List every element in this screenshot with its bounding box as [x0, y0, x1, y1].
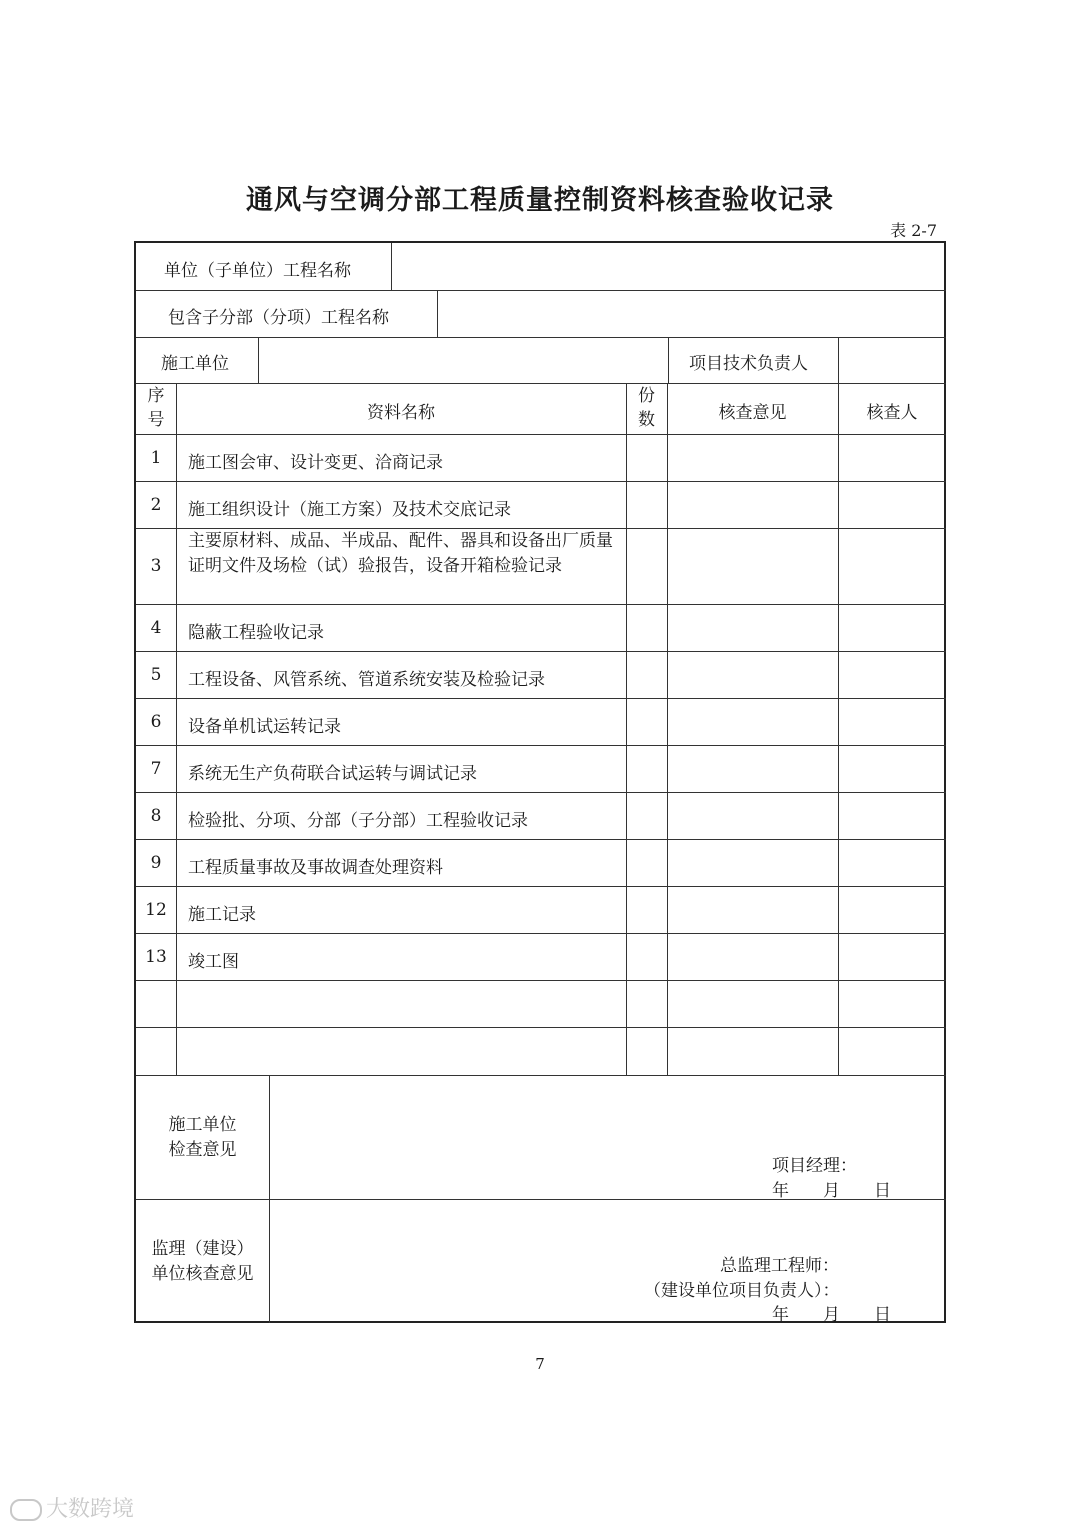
- tech-lead-label: 项目技术负责人: [689, 354, 808, 374]
- row-seq: 5: [150, 665, 162, 685]
- col-header-copies: 份数: [638, 386, 655, 430]
- contractor-label: 施工单位: [161, 354, 229, 374]
- unit-project-label: 单位（子单位）工程名称: [164, 261, 351, 281]
- row-seq: 6: [150, 712, 162, 732]
- row-name: 竣工图: [188, 952, 239, 972]
- row-name: 施工组织设计（施工方案）及技术交底记录: [188, 500, 511, 520]
- supervisor-signer: 总监理工程师：: [720, 1256, 839, 1276]
- row-seq: 4: [150, 618, 162, 638]
- row-name: 施工图会审、设计变更、洽商记录: [188, 453, 443, 473]
- record-table: [134, 241, 946, 1323]
- row-name: 检验批、分项、分部（子分部）工程验收记录: [188, 811, 528, 831]
- row-name: 设备单机试运转记录: [188, 717, 341, 737]
- col-header-name: 资料名称: [367, 403, 435, 423]
- row-seq: 13: [145, 947, 167, 967]
- row-seq: 7: [150, 759, 162, 779]
- contractor-date: 年 月 日: [772, 1181, 891, 1201]
- supervisor-signer-alt: （建设单位项目负责人）：: [644, 1281, 840, 1301]
- row-name: 工程质量事故及事故调查处理资料: [188, 858, 443, 878]
- row-name: 主要原材料、成品、半成品、配件、器具和设备出厂质量证明文件及场检（试）验报告，设备开箱检验记录: [188, 531, 613, 576]
- contractor-opinion-label: 施工单位检查意见: [168, 1115, 237, 1160]
- page-number: 7: [535, 1355, 545, 1373]
- contractor-signer: 项目经理：: [772, 1156, 857, 1176]
- row-name: 工程设备、风管系统、管道系统安装及检验记录: [188, 670, 545, 690]
- watermark-logo-icon: [10, 1499, 42, 1521]
- watermark-text: 大数跨境: [46, 1497, 135, 1522]
- table-number: 表 2-7: [890, 221, 937, 240]
- row-name: 系统无生产负荷联合试运转与调试记录: [188, 764, 477, 784]
- row-seq: 2: [150, 495, 162, 515]
- row-seq: 1: [150, 448, 162, 468]
- supervisor-date: 年 月 日: [772, 1305, 891, 1325]
- row-seq: 9: [150, 853, 162, 873]
- row-name: 施工记录: [188, 905, 256, 925]
- col-header-checker: 核查人: [866, 403, 918, 423]
- row-seq: 8: [150, 806, 162, 826]
- row-name: 隐蔽工程验收记录: [188, 623, 324, 643]
- row-seq: 3: [150, 556, 162, 576]
- row-seq: 12: [145, 900, 167, 920]
- supervisor-opinion-label: 监理（建设）单位核查意见: [151, 1239, 254, 1284]
- page-title: 通风与空调分部工程质量控制资料核查验收记录: [246, 185, 834, 216]
- col-header-seq: 序号: [147, 386, 165, 430]
- sub-division-label: 包含子分部（分项）工程名称: [168, 308, 389, 328]
- col-header-opinion: 核查意见: [718, 403, 787, 423]
- watermark: [10, 1492, 134, 1523]
